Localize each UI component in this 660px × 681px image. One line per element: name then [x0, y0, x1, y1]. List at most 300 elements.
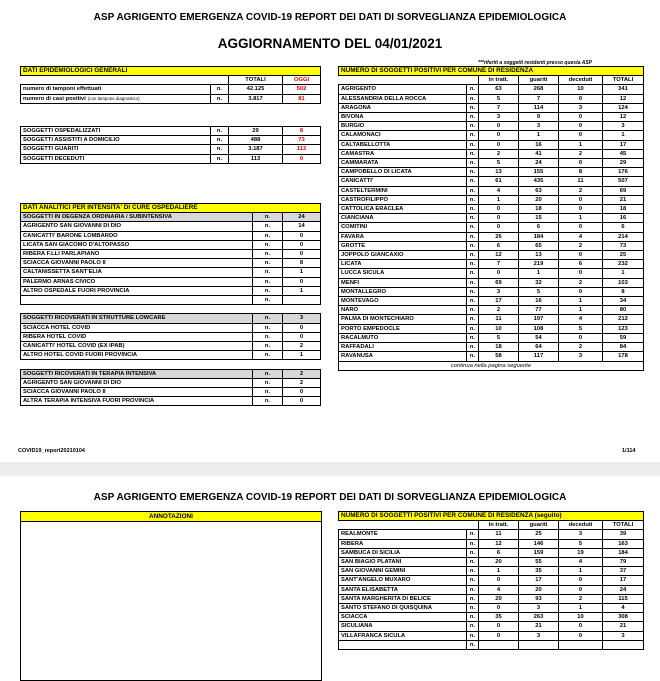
municipality-name: MENFI — [339, 278, 467, 287]
facility-row — [21, 332, 321, 341]
deceased-cell: 19 — [559, 548, 603, 557]
total-cell: 17 — [603, 140, 644, 149]
unit-cell: n. — [467, 159, 479, 168]
unit-cell: n. — [467, 103, 479, 112]
municipality-row — [339, 85, 644, 94]
total-cell: 80 — [603, 306, 644, 315]
recovered-cell: 77 — [519, 306, 559, 315]
unit-cell: n. — [467, 576, 479, 585]
municipality-name: FAVARA — [339, 232, 467, 241]
group-row — [21, 314, 321, 323]
unit-cell: n. — [253, 286, 283, 295]
deceased-cell: 1 — [559, 604, 603, 613]
report-header: ASP AGRIGENTO EMERGENZA COVID-19 REPORT DEI DATI DI SORVEGLIANZA EPIDEMIOLOGICA — [93, 492, 567, 503]
in-treatment-cell: 0 — [479, 205, 519, 214]
municipality-row — [339, 205, 644, 214]
total-cell: 232 — [603, 260, 644, 269]
municipality-name: RACALMUTO — [339, 333, 467, 342]
group-value: 24 — [283, 213, 321, 222]
total-cell: 24 — [603, 585, 644, 594]
unit-cell: n. — [467, 539, 479, 548]
unit-cell: n. — [467, 177, 479, 186]
in-treatment-cell: 0 — [479, 140, 519, 149]
report-page-2 — [0, 476, 660, 679]
municipality-name: COMITINI — [339, 223, 467, 232]
facility-label: CALTANISSETTA SANT'ELIA — [21, 268, 253, 277]
general-status-table — [20, 126, 321, 164]
total-cell: 21 — [603, 195, 644, 204]
municipality-table-continued — [338, 511, 644, 650]
deceased-cell: 0 — [559, 159, 603, 168]
facility-row — [21, 222, 321, 231]
facility-row — [21, 277, 321, 286]
col-header: deceduti — [559, 76, 603, 85]
deceased-cell: 6 — [559, 260, 603, 269]
total-cell: 4 — [603, 604, 644, 613]
deceased-cell: 5 — [559, 324, 603, 333]
municipality-name: NARO — [339, 306, 467, 315]
unit-cell: n. — [467, 343, 479, 352]
unit-cell: n. — [467, 232, 479, 241]
recovered-cell: 32 — [519, 278, 559, 287]
unit-cell: n. — [467, 241, 479, 250]
unit-cell: n. — [467, 140, 479, 149]
total-cell: 124 — [603, 103, 644, 112]
facility-value: 0 — [283, 323, 321, 332]
in-treatment-cell: 26 — [479, 232, 519, 241]
unit-cell: n. — [253, 369, 283, 378]
recovered-cell: 13 — [519, 251, 559, 260]
total-cell: 37 — [603, 567, 644, 576]
total-cell: 45 — [603, 149, 644, 158]
municipality-row — [339, 232, 644, 241]
in-treatment-cell: 0 — [479, 576, 519, 585]
col-header: in tratt. — [479, 521, 519, 530]
unit-cell: n. — [467, 149, 479, 158]
facility-value: 0 — [283, 397, 321, 406]
general-row — [21, 94, 321, 103]
group-label: SOGGETTI RICOVERATI IN STRUTTURE LOWCARE — [21, 314, 253, 323]
recovered-cell: 65 — [519, 241, 559, 250]
in-treatment-cell: 20 — [479, 558, 519, 567]
group-row — [21, 213, 321, 222]
unit-cell: n. — [467, 113, 479, 122]
total-cell: 103 — [603, 278, 644, 287]
total-cell: 79 — [603, 558, 644, 567]
municipality-name: CIANCIANA — [339, 214, 467, 223]
recovered-cell: 1 — [519, 131, 559, 140]
deceased-cell: 0 — [559, 205, 603, 214]
col-header: deceduti — [559, 521, 603, 530]
facility-value — [283, 296, 321, 305]
unit-cell: n. — [467, 306, 479, 315]
total-cell: 3.817 — [229, 94, 283, 103]
group-value: 3 — [283, 314, 321, 323]
facility-label: RIBERA F.LLI PARLAPIANO — [21, 250, 253, 259]
municipality-row — [339, 306, 644, 315]
municipality-row — [339, 613, 644, 622]
recovered-cell: 9 — [519, 113, 559, 122]
facility-label: PALERMO ARNAS CIVICO — [21, 277, 253, 286]
unit-cell: n. — [211, 136, 229, 145]
facility-label: AGRIGENTO SAN GIOVANNI DI DIO — [21, 378, 253, 387]
in-treatment-cell: 35 — [479, 613, 519, 622]
facility-row — [21, 259, 321, 268]
facility-row — [21, 268, 321, 277]
total-cell: 163 — [603, 539, 644, 548]
deceased-cell: 2 — [559, 241, 603, 250]
unit-cell: n. — [467, 585, 479, 594]
municipality-table — [338, 66, 644, 371]
total-cell: 212 — [603, 315, 644, 324]
total-cell: 42.125 — [229, 85, 283, 94]
total-cell: 488 — [229, 136, 283, 145]
unit-cell: n. — [467, 186, 479, 195]
municipality-name: REALMONTE — [339, 530, 467, 539]
deceased-cell: 3 — [559, 103, 603, 112]
municipality-row — [339, 103, 644, 112]
municipality-row — [339, 260, 644, 269]
recovered-cell: 41 — [519, 149, 559, 158]
deceased-cell: 2 — [559, 343, 603, 352]
deceased-cell: 0 — [559, 622, 603, 631]
facility-value: 8 — [283, 259, 321, 268]
row-label — [21, 85, 211, 94]
municipality-name: CASTROFILIPPO — [339, 195, 467, 204]
deceased-cell: 0 — [559, 269, 603, 278]
unit-cell: n. — [467, 324, 479, 333]
municipality-name: CALTABELLOTTA — [339, 140, 467, 149]
deceased-cell: 0 — [559, 94, 603, 103]
unit-cell: n. — [253, 222, 283, 231]
col-header: guariti — [519, 76, 559, 85]
recovered-cell: 3 — [519, 631, 559, 640]
total-cell: 3.187 — [229, 145, 283, 154]
recovered-cell: 93 — [519, 594, 559, 603]
municipality-name: SANTA MARGHERITA DI BELICE — [339, 594, 467, 603]
deceased-cell: 2 — [559, 149, 603, 158]
spacer-row — [21, 305, 321, 314]
facility-value: 0 — [283, 231, 321, 240]
recovered-cell: 159 — [519, 548, 559, 557]
general-data-table — [20, 66, 321, 104]
section-title: DATI ANALITICI PER INTENSITA' DI CURE OSPEDALIERE — [21, 204, 321, 213]
municipality-row — [339, 576, 644, 585]
deceased-cell: 2 — [559, 594, 603, 603]
today-cell: 81 — [283, 94, 321, 103]
empty-cell — [339, 521, 467, 530]
row-label: SOGGETTI OSPEDALIZZATI — [21, 127, 211, 136]
spacer-row — [21, 360, 321, 369]
total-cell: 6 — [603, 223, 644, 232]
municipality-name: CATTOLICA ERACLEA — [339, 205, 467, 214]
section-title: NUMERO DI SOGGETTI POSITIVI PER COMUNE DI RESIDENZA — [339, 67, 644, 76]
recovered-cell: 219 — [519, 260, 559, 269]
municipality-name: CALAMONACI — [339, 131, 467, 140]
deceased-cell: 10 — [559, 613, 603, 622]
recovered-cell: 16 — [519, 140, 559, 149]
recovered-cell: 15 — [519, 214, 559, 223]
unit-cell: n. — [467, 558, 479, 567]
in-treatment-cell: 7 — [479, 260, 519, 269]
facility-row — [21, 342, 321, 351]
facility-label: SCIACCA HOTEL COVID — [21, 323, 253, 332]
municipality-name: MONTEVAGO — [339, 297, 467, 306]
unit-cell: n. — [253, 378, 283, 387]
unit-cell: n. — [467, 195, 479, 204]
recovered-cell: 24 — [519, 159, 559, 168]
facility-label: AGRIGENTO SAN GIOVANNI DI DIO — [21, 222, 253, 231]
deceased-cell: 1 — [559, 567, 603, 576]
municipality-title-row — [339, 67, 644, 76]
municipality-name — [339, 640, 467, 649]
in-treatment-cell: 4 — [479, 186, 519, 195]
unit-cell: n. — [467, 287, 479, 296]
unit-cell: n. — [253, 342, 283, 351]
recovered-cell: 117 — [519, 352, 559, 361]
municipality-name: VILLAFRANCA SICULA — [339, 631, 467, 640]
in-treatment-cell: 0 — [479, 122, 519, 131]
facility-label: SCIACCA GIOVANNI PAOLO II — [21, 388, 253, 397]
today-cell: 0 — [283, 154, 321, 163]
in-treatment-cell: 63 — [479, 85, 519, 94]
facility-row — [21, 296, 321, 305]
municipality-row — [339, 214, 644, 223]
today-cell: 8 — [283, 127, 321, 136]
page-gap — [0, 462, 660, 476]
col-header: in tratt. — [479, 76, 519, 85]
row-label: SOGGETTI ASSISTITI A DOMICILIO — [21, 136, 211, 145]
municipality-row — [339, 269, 644, 278]
total-cell: 12 — [603, 113, 644, 122]
report-header: ASP AGRIGENTO EMERGENZA COVID-19 REPORT DEI DATI DI SORVEGLIANZA EPIDEMIOLOGICA — [93, 12, 567, 23]
total-cell: 69 — [603, 186, 644, 195]
deceased-cell: 0 — [559, 113, 603, 122]
in-treatment-cell: 0 — [479, 131, 519, 140]
hospital-care-table — [20, 203, 321, 406]
facility-value: 2 — [283, 342, 321, 351]
group-value: 2 — [283, 369, 321, 378]
recovered-cell: 25 — [519, 530, 559, 539]
total-cell: 39 — [603, 530, 644, 539]
empty-cell — [467, 521, 479, 530]
empty-cell — [21, 76, 211, 85]
unit-cell: n. — [253, 259, 283, 268]
spacer-cell — [21, 305, 321, 314]
facility-row — [21, 351, 321, 360]
unit-cell: n. — [253, 351, 283, 360]
total-cell: 29 — [229, 127, 283, 136]
group-row — [21, 369, 321, 378]
recovered-cell: 6 — [519, 223, 559, 232]
municipality-row — [339, 530, 644, 539]
unit-cell: n. — [467, 594, 479, 603]
total-cell: 59 — [603, 333, 644, 342]
unit-cell: n. — [467, 223, 479, 232]
facility-value: 0 — [283, 250, 321, 259]
deceased-cell: 10 — [559, 85, 603, 94]
municipality-name: SICULIANA — [339, 622, 467, 631]
report-date-title: AGGIORNAMENTO DEL 04/01/2021 — [217, 36, 443, 51]
in-treatment-cell: 2 — [479, 306, 519, 315]
recovered-cell: 3 — [519, 604, 559, 613]
municipality-name: SCIACCA — [339, 613, 467, 622]
facility-row — [21, 240, 321, 249]
facility-value: 0 — [283, 388, 321, 397]
unit-cell: n. — [211, 145, 229, 154]
municipality-row — [339, 186, 644, 195]
unit-cell: n. — [467, 613, 479, 622]
recovered-cell: 35 — [519, 567, 559, 576]
unit-cell: n. — [253, 314, 283, 323]
recovered-cell: 263 — [519, 613, 559, 622]
municipality-name: LUCCA SICULA — [339, 269, 467, 278]
in-treatment-cell: 0 — [479, 622, 519, 631]
status-row — [21, 145, 321, 154]
general-header-row — [21, 76, 321, 85]
status-row — [21, 127, 321, 136]
continue-note: continua nella pagina seguente — [339, 361, 644, 370]
total-cell: 115 — [603, 594, 644, 603]
in-treatment-cell: 0 — [479, 223, 519, 232]
recovered-cell: 7 — [519, 94, 559, 103]
section-title: NUMERO DI SOGGETTI POSITIVI PER COMUNE DI RESIDENZA (seguito) — [339, 512, 644, 521]
total-cell: 17 — [603, 576, 644, 585]
municipality-name: PORTO EMPEDOCLE — [339, 324, 467, 333]
total-cell: 308 — [603, 613, 644, 622]
total-cell: 73 — [603, 241, 644, 250]
municipality-name: SANT'ANGELO MUXARO — [339, 576, 467, 585]
unit-cell: n. — [253, 277, 283, 286]
facility-value: 0 — [283, 240, 321, 249]
total-cell: 18 — [603, 205, 644, 214]
in-treatment-cell: 3 — [479, 287, 519, 296]
unit-cell: n. — [467, 567, 479, 576]
continue-row — [339, 361, 644, 370]
unit-cell: n. — [467, 622, 479, 631]
municipality-name: SAMBUCA DI SICILIA — [339, 548, 467, 557]
unit-cell: n. — [467, 260, 479, 269]
total-cell: 184 — [603, 548, 644, 557]
municipality-row — [339, 640, 644, 649]
unit-cell: n. — [253, 296, 283, 305]
municipality-title-row — [339, 512, 644, 521]
recovered-cell: 184 — [519, 232, 559, 241]
recovered-cell: 1 — [519, 269, 559, 278]
municipality-name: CAMMARATA — [339, 159, 467, 168]
facility-value: 1 — [283, 268, 321, 277]
deceased-cell: 0 — [559, 195, 603, 204]
deceased-cell: 0 — [559, 131, 603, 140]
municipality-row — [339, 287, 644, 296]
municipality-name: ARAGONA — [339, 103, 467, 112]
in-treatment-cell: 5 — [479, 94, 519, 103]
recovered-cell: 155 — [519, 168, 559, 177]
in-treatment-cell: 12 — [479, 539, 519, 548]
deceased-cell: 0 — [559, 287, 603, 296]
group-label: SOGGETTI IN DEGENZA ORDINARIA / SUBINTENSIVA — [21, 213, 253, 222]
total-cell: 176 — [603, 168, 644, 177]
municipality-row — [339, 177, 644, 186]
facility-row — [21, 231, 321, 240]
municipality-name: SAN BIAGIO PLATANI — [339, 558, 467, 567]
recovered-cell: 268 — [519, 85, 559, 94]
municipality-name: GROTTE — [339, 241, 467, 250]
analytic-title-row — [21, 204, 321, 213]
recovered-cell: 435 — [519, 177, 559, 186]
deceased-cell: 1 — [559, 297, 603, 306]
unit-cell: n. — [467, 214, 479, 223]
total-cell: 113 — [229, 154, 283, 163]
unit-cell: n. — [467, 631, 479, 640]
in-treatment-cell: 5 — [479, 159, 519, 168]
recovered-cell: 197 — [519, 315, 559, 324]
in-treatment-cell: 0 — [479, 269, 519, 278]
facility-label: CANICATTI' HOTEL COVID (EX IPAB) — [21, 342, 253, 351]
today-cell: 73 — [283, 136, 321, 145]
municipality-name: BIVONA — [339, 113, 467, 122]
in-treatment-cell: 13 — [479, 168, 519, 177]
row-label-subtext: (con tampone diagnostico) — [87, 95, 140, 101]
recovered-cell: 20 — [519, 585, 559, 594]
in-treatment-cell: 20 — [479, 594, 519, 603]
in-treatment-cell: 12 — [479, 251, 519, 260]
total-cell: 178 — [603, 352, 644, 361]
facility-value: 1 — [283, 351, 321, 360]
recovered-cell: 146 — [519, 539, 559, 548]
municipality-row — [339, 113, 644, 122]
unit-cell: n. — [253, 268, 283, 277]
municipality-row — [339, 548, 644, 557]
municipality-name: MONTALLEGRO — [339, 287, 467, 296]
deceased-cell: 3 — [559, 352, 603, 361]
municipality-row — [339, 168, 644, 177]
facility-label: CANICATTI' BARONE LOMBARDO — [21, 231, 253, 240]
municipality-row — [339, 604, 644, 613]
in-treatment-cell: 3 — [479, 113, 519, 122]
deceased-cell: 5 — [559, 539, 603, 548]
facility-label: SCIACCA GIOVANNI PAOLO II — [21, 259, 253, 268]
col-header: TOTALI — [603, 76, 644, 85]
municipality-row — [339, 539, 644, 548]
facility-label: LICATA SAN GIACOMO D'ALTOPASSO — [21, 240, 253, 249]
unit-cell: n. — [253, 397, 283, 406]
in-treatment-cell: 10 — [479, 324, 519, 333]
unit-cell: n. — [467, 85, 479, 94]
municipality-row — [339, 94, 644, 103]
municipality-row — [339, 343, 644, 352]
municipality-row — [339, 622, 644, 631]
col-header: TOTALI — [603, 521, 644, 530]
recovered-cell: 20 — [519, 195, 559, 204]
total-cell: 214 — [603, 232, 644, 241]
municipality-row — [339, 352, 644, 361]
spacer-cell — [21, 360, 321, 369]
recovered-cell: 114 — [519, 103, 559, 112]
municipality-row — [339, 278, 644, 287]
total-cell: 29 — [603, 159, 644, 168]
facility-label: ALTRA TERAPIA INTENSIVA FUORI PROVINCIA — [21, 397, 253, 406]
municipality-name: RAVANUSA — [339, 352, 467, 361]
in-treatment-cell: 69 — [479, 278, 519, 287]
municipality-name: SAN GIOVANNI GEMINI — [339, 567, 467, 576]
unit-cell: n. — [211, 154, 229, 163]
row-label — [21, 94, 211, 103]
annotations-box — [20, 511, 322, 681]
total-cell: 25 — [603, 251, 644, 260]
total-cell: 12 — [603, 94, 644, 103]
row-label-text: numero di tamponi effettuati — [23, 86, 102, 93]
